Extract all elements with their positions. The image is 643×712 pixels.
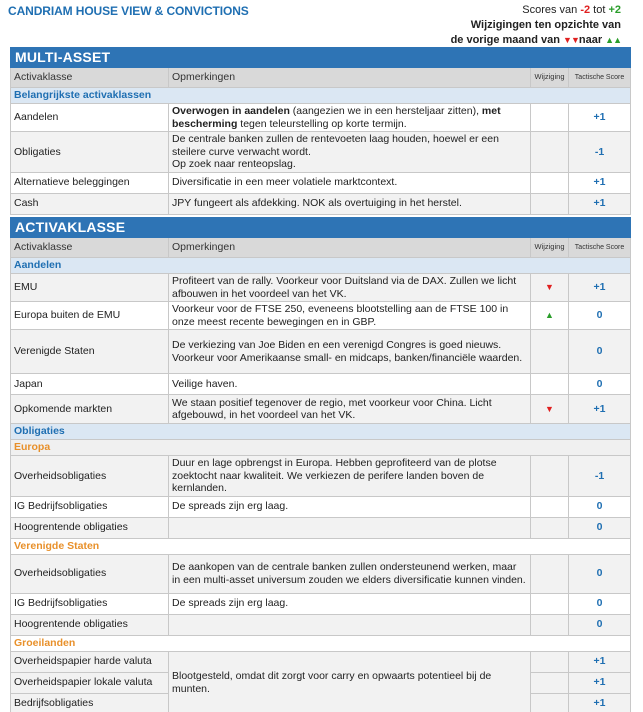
- row-change: [531, 104, 569, 132]
- row-score: -1: [569, 456, 631, 497]
- row-change: [531, 554, 569, 593]
- row-change: [531, 330, 569, 374]
- row-score: 0: [569, 330, 631, 374]
- col-remarks: Opmerkingen: [169, 68, 531, 88]
- row-label: Alternatieve beleggingen: [11, 172, 169, 193]
- row-change: [531, 496, 569, 517]
- row-remark: De aankopen van de centrale banken zullen ondersteunend werken, maar in een multi-asset universum zouden we elders diversificatie kunnen vinden.: [169, 554, 531, 593]
- table-row: [11, 554, 631, 593]
- legend-max: +2: [608, 4, 621, 16]
- table-row: [11, 651, 631, 672]
- group-header-bonds: [11, 424, 631, 440]
- column-header-row: [11, 238, 631, 258]
- section-title: MULTI-ASSET: [11, 48, 631, 68]
- row-score: -1: [569, 132, 631, 173]
- legend-min: -2: [580, 4, 591, 16]
- row-label: Japan: [11, 374, 169, 395]
- row-label: Overheidsobligaties: [11, 456, 169, 497]
- document-title: CANDRIAM HOUSE VIEW & CONVICTIONS: [8, 4, 249, 18]
- score-legend: [451, 3, 621, 48]
- section-title: ACTIVAKLASSE: [11, 218, 631, 238]
- row-score: 0: [569, 496, 631, 517]
- row-label: Opkomende markten: [11, 395, 169, 424]
- col-asset-class: Activaklasse: [11, 238, 169, 258]
- row-score: +1: [569, 274, 631, 302]
- row-label: IG Bedrijfsobligaties: [11, 496, 169, 517]
- subgroup-header-europe: [11, 440, 631, 456]
- subgroup-header-em: [11, 635, 631, 651]
- row-label: Bedrijfsobligaties: [11, 693, 169, 712]
- table-row: [11, 302, 631, 330]
- row-score: 0: [569, 554, 631, 593]
- row-label: Cash: [11, 193, 169, 214]
- row-change: [531, 456, 569, 497]
- group-title: Obligaties: [11, 424, 631, 440]
- down-arrows-icon: ▼▼: [563, 35, 579, 45]
- table-row: [11, 330, 631, 374]
- column-header-row: [11, 68, 631, 88]
- row-change: [531, 651, 569, 672]
- legend-line-2: Wijzigingen ten opzichte van: [470, 19, 621, 31]
- row-score: +1: [569, 651, 631, 672]
- row-score: 0: [569, 374, 631, 395]
- row-remark: Profiteert van de rally. Voorkeur voor Duitsland via de DAX. Zullen we licht afbouwen in het voordeel van het VK.: [169, 274, 531, 302]
- row-score: +1: [569, 172, 631, 193]
- row-label: Europa buiten de EMU: [11, 302, 169, 330]
- table-row: [11, 172, 631, 193]
- table-row: [11, 395, 631, 424]
- row-remark: Blootgesteld, omdat dit zorgt voor carry en opwaarts potentieel bij de munten.: [169, 651, 531, 712]
- row-remark: De spreads zijn erg laag.: [169, 593, 531, 614]
- legend-line-1: Scores van -2 tot +2: [522, 4, 621, 16]
- row-remark: JPY fungeert als afdekking. NOK als overtuiging in het herstel.: [169, 193, 531, 214]
- asset-class-table: [10, 217, 631, 712]
- page-header: [0, 0, 643, 46]
- table-row: [11, 593, 631, 614]
- row-score: 0: [569, 593, 631, 614]
- table-row: [11, 456, 631, 497]
- row-remark: Voorkeur voor de FTSE 250, eveneens blootstelling aan de FTSE 100 in onze meest recente bewegingen en in GBP.: [169, 302, 531, 330]
- row-score: +1: [569, 104, 631, 132]
- row-label: Obligaties: [11, 132, 169, 173]
- col-score: Tactische Score: [569, 238, 631, 258]
- row-remark: [169, 614, 531, 635]
- row-label: Aandelen: [11, 104, 169, 132]
- row-remark: Veilige haven.: [169, 374, 531, 395]
- multi-asset-table: [10, 47, 631, 215]
- col-change: Wijziging: [531, 238, 569, 258]
- row-score: +1: [569, 395, 631, 424]
- row-label: Overheidspapier harde valuta: [11, 651, 169, 672]
- row-change: [531, 593, 569, 614]
- row-remark: Overwogen in aandelen (aangezien we in een hersteljaar zitten), met bescherming tegen teleurstelling op korte termijn.: [169, 104, 531, 132]
- subgroup-title: Europa: [11, 440, 631, 456]
- row-change: [531, 672, 569, 693]
- subgroup-title: Groeilanden: [11, 635, 631, 651]
- row-remark: De centrale banken zullen de rentevoeten laag houden, hoewel er een steilere curve verwacht wordt. Op zoek naar renteopslag.: [169, 132, 531, 173]
- group-header: [11, 88, 631, 104]
- row-change: [531, 374, 569, 395]
- row-score: 0: [569, 614, 631, 635]
- row-score: 0: [569, 302, 631, 330]
- row-label: Hoogrentende obligaties: [11, 517, 169, 538]
- table-row: [11, 193, 631, 214]
- row-label: Hoogrentende obligaties: [11, 614, 169, 635]
- row-remark: De spreads zijn erg laag.: [169, 496, 531, 517]
- row-remark: [169, 517, 531, 538]
- col-score: Tactische Score: [569, 68, 631, 88]
- row-change: [531, 172, 569, 193]
- row-score: +1: [569, 672, 631, 693]
- down-arrow-icon: ▼: [531, 274, 569, 302]
- row-score: +1: [569, 193, 631, 214]
- table-row: [11, 517, 631, 538]
- subgroup-title: Verenigde Staten: [11, 538, 631, 554]
- row-change: [531, 132, 569, 173]
- table-row: [11, 614, 631, 635]
- col-asset-class: Activaklasse: [11, 68, 169, 88]
- row-score: 0: [569, 517, 631, 538]
- asset-class-header: [11, 218, 631, 238]
- row-label: Verenigde Staten: [11, 330, 169, 374]
- row-remark: Duur en lage opbrengst in Europa. Hebben geprofiteerd van de plotse zoektocht naar kwaliteit. We verkiezen de perifere landen boven de kernlanden.: [169, 456, 531, 497]
- row-score: +1: [569, 693, 631, 712]
- table-row: [11, 132, 631, 173]
- table-row: [11, 496, 631, 517]
- down-arrow-icon: ▼: [531, 395, 569, 424]
- row-label: EMU: [11, 274, 169, 302]
- legend-line-3: de vorige maand van ▼▼naar ▲▲: [450, 34, 621, 46]
- table-row: [11, 374, 631, 395]
- up-arrows-icon: ▲▲: [605, 35, 621, 45]
- col-change: Wijziging: [531, 68, 569, 88]
- row-remark: De verkiezing van Joe Biden en een verenigd Congres is goed nieuws. Voorkeur voor Amerikaanse small- en midcaps, banken/financiële waarden.: [169, 330, 531, 374]
- table-row: [11, 104, 631, 132]
- multi-asset-header: [11, 48, 631, 68]
- row-label: IG Bedrijfsobligaties: [11, 593, 169, 614]
- group-header-equities: [11, 258, 631, 274]
- group-title: Belangrijkste activaklassen: [11, 88, 631, 104]
- up-arrow-icon: ▲: [531, 302, 569, 330]
- col-remarks: Opmerkingen: [169, 238, 531, 258]
- row-label: Overheidspapier lokale valuta: [11, 672, 169, 693]
- row-change: [531, 517, 569, 538]
- row-change: [531, 614, 569, 635]
- row-label: Overheidsobligaties: [11, 554, 169, 593]
- row-remark: Diversificatie in een meer volatiele marktcontext.: [169, 172, 531, 193]
- row-change: [531, 693, 569, 712]
- row-change: [531, 193, 569, 214]
- row-remark: We staan positief tegenover de regio, met voorkeur voor China. Licht afgebouwd, in het voordeel van het VK.: [169, 395, 531, 424]
- table-row: [11, 274, 631, 302]
- group-title: Aandelen: [11, 258, 631, 274]
- subgroup-header-us: [11, 538, 631, 554]
